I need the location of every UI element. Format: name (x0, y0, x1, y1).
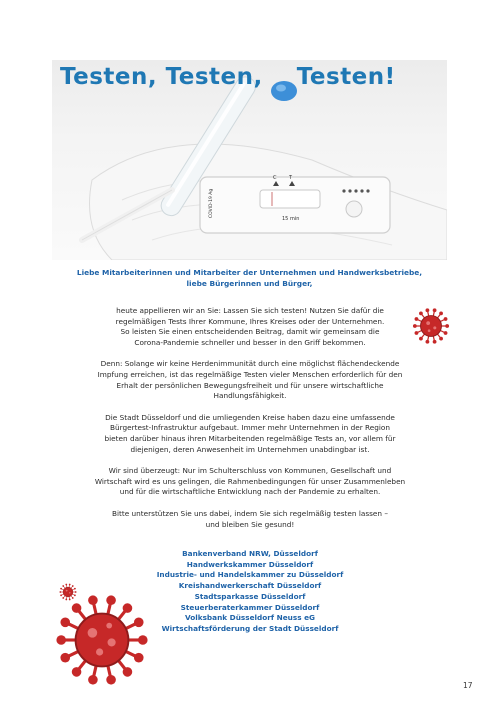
virus-spike-tip (439, 337, 443, 341)
virus-spike-tip (60, 617, 70, 627)
coronavirus-icon (54, 592, 150, 688)
virus-spike-tip (433, 308, 437, 312)
test-kit-illustration (52, 60, 447, 260)
signer-item: Handwerkskammer Düsseldorf (186, 559, 314, 569)
virus-spike-tip (60, 653, 70, 663)
text-line: Wirtschaft wird es uns gelingen, die Rahmenbedingungen für unser Zusammenleben (94, 476, 406, 486)
coronavirus-icon (412, 307, 450, 345)
salutation-line: Liebe Mitarbeiterinnen und Mitarbeiter der Unternehmen und Handwerksbetriebe, (76, 268, 423, 277)
text-line: Impfung erreichen, ist das regelmäßige Testen vieler Menschen erforderlich für den (97, 369, 403, 379)
text-line: bieten darüber hinaus ihren Mitarbeitenden regelmäßige Tests an, vor allem für (104, 433, 396, 443)
paragraph-appeal (60, 306, 440, 348)
timer-label: 15 min (282, 216, 300, 222)
signer-item: Stadtsparkasse Düsseldorf (194, 591, 306, 601)
virus-spike-tip (106, 595, 116, 605)
test-cassette (200, 177, 390, 233)
virus-spike-tip (426, 308, 430, 312)
text-line: Denn: Solange wir keine Herdenimmunität durch eine möglichst flächendeckende (100, 359, 400, 369)
virus-spike-tip (60, 588, 62, 590)
paragraph-reason (60, 359, 440, 401)
virus-spike-tip (134, 617, 144, 627)
virus-spike-tip (56, 635, 66, 645)
virus-spike-tip (72, 603, 82, 613)
title-right: Testen! (296, 64, 396, 90)
page-number: 17 (463, 681, 473, 690)
virus-spike-tip (415, 317, 419, 321)
text-line: heute appellieren wir an Sie: Lassen Sie sich testen! Nutzen Sie dafür die (116, 306, 384, 315)
text-line: Handlungsfähigkeit. (213, 391, 287, 401)
salutation (52, 268, 447, 289)
virus-spike-tip (74, 588, 76, 590)
text-line: regelmäßigen Tests Ihrer Kommune, Ihres Kreises oder der Unternehmen. (115, 316, 385, 326)
page-title (60, 64, 396, 90)
letter-body (60, 306, 440, 541)
paragraph-infrastructure (60, 413, 440, 455)
marker-c: C (273, 175, 277, 181)
text-line: Corona-Pandemie schneller und besser in den Griff bekommen. (134, 337, 366, 347)
virus-spike-tip (123, 603, 133, 613)
virus-spike-tip (62, 585, 64, 587)
text-line: Wir sind überzeugt: Nur im Schulterschluss von Kommunen, Gesellschaft und (108, 466, 392, 476)
signer-item: Industrie- und Handelskammer zu Düsseldorf (156, 570, 344, 580)
text-line: und bleiben Sie gesund! (205, 519, 295, 529)
paragraph-closing (60, 509, 440, 530)
virus-spike-tip (134, 653, 144, 663)
virus-spike-tip (69, 584, 71, 586)
virus-spike-tip (426, 340, 430, 344)
title-left: Testen, Testen, (60, 64, 263, 90)
virus-spike-tip (65, 584, 67, 586)
signer-item: Wirtschaftsförderung der Stadt Düsseldorf (161, 623, 339, 633)
text-line: So leisten Sie einen entscheidenden Beitrag, damit wir gemeinsam die (120, 327, 380, 337)
virus-spike-tip (88, 595, 98, 605)
text-line: Bitte unterstützen Sie uns dabei, indem Sie sich regelmäßig testen lassen – (111, 508, 389, 518)
virus-spike-tip (138, 635, 148, 645)
virus-spike-tip (415, 331, 419, 335)
text-line: Bürgertest-Infrastruktur aufgebaut. Immer mehr Unternehmen in der Region (110, 423, 390, 433)
virus-spike-tip (419, 337, 423, 341)
paragraph-conviction (60, 466, 440, 498)
virus-spike-tip (433, 340, 437, 344)
text-line: und für die wirtschaftliche Entwicklung nach der Pandemie zu erhalten. (119, 487, 381, 497)
text-line: diejenigen, deren Anwesenheit im Unternehmen unabdingbar ist. (130, 444, 370, 454)
virus-spike-tip (72, 585, 74, 587)
virus-spike-tip (413, 324, 417, 328)
signer-item: Volksbank Düsseldorf Neuss eG (184, 613, 316, 623)
hero-photo (52, 60, 447, 260)
signer-item: Steuerberaterkammer Düsseldorf (180, 602, 320, 612)
virus-spike-tip (419, 311, 423, 315)
virus-spike-tip (444, 317, 448, 321)
virus-spike-tip (106, 675, 116, 685)
virus-spike-tip (72, 667, 82, 677)
marker-t: T (289, 175, 293, 181)
virus-spike-tip (123, 667, 133, 677)
text-line: Die Stadt Düsseldorf und die umliegenden Kreise haben dazu eine umfassende (105, 412, 395, 422)
virus-spike-tip (88, 675, 98, 685)
signer-item: Bankenverband NRW, Düsseldorf (182, 549, 318, 558)
virus-spike-tip (444, 331, 448, 335)
virus-spike-tip (439, 311, 443, 315)
signer-item: Kreishandwerkerschaft Düsseldorf (178, 581, 322, 591)
cassette-label: COVID-19 Ag (209, 188, 214, 218)
salutation-line: liebe Bürgerinnen und Bürger, (186, 278, 313, 288)
text-line: Erhalt der persönlichen Bewegungsfreiheit und für unsere wirtschaftliche (116, 380, 384, 390)
virus-spike-tip (445, 324, 449, 328)
